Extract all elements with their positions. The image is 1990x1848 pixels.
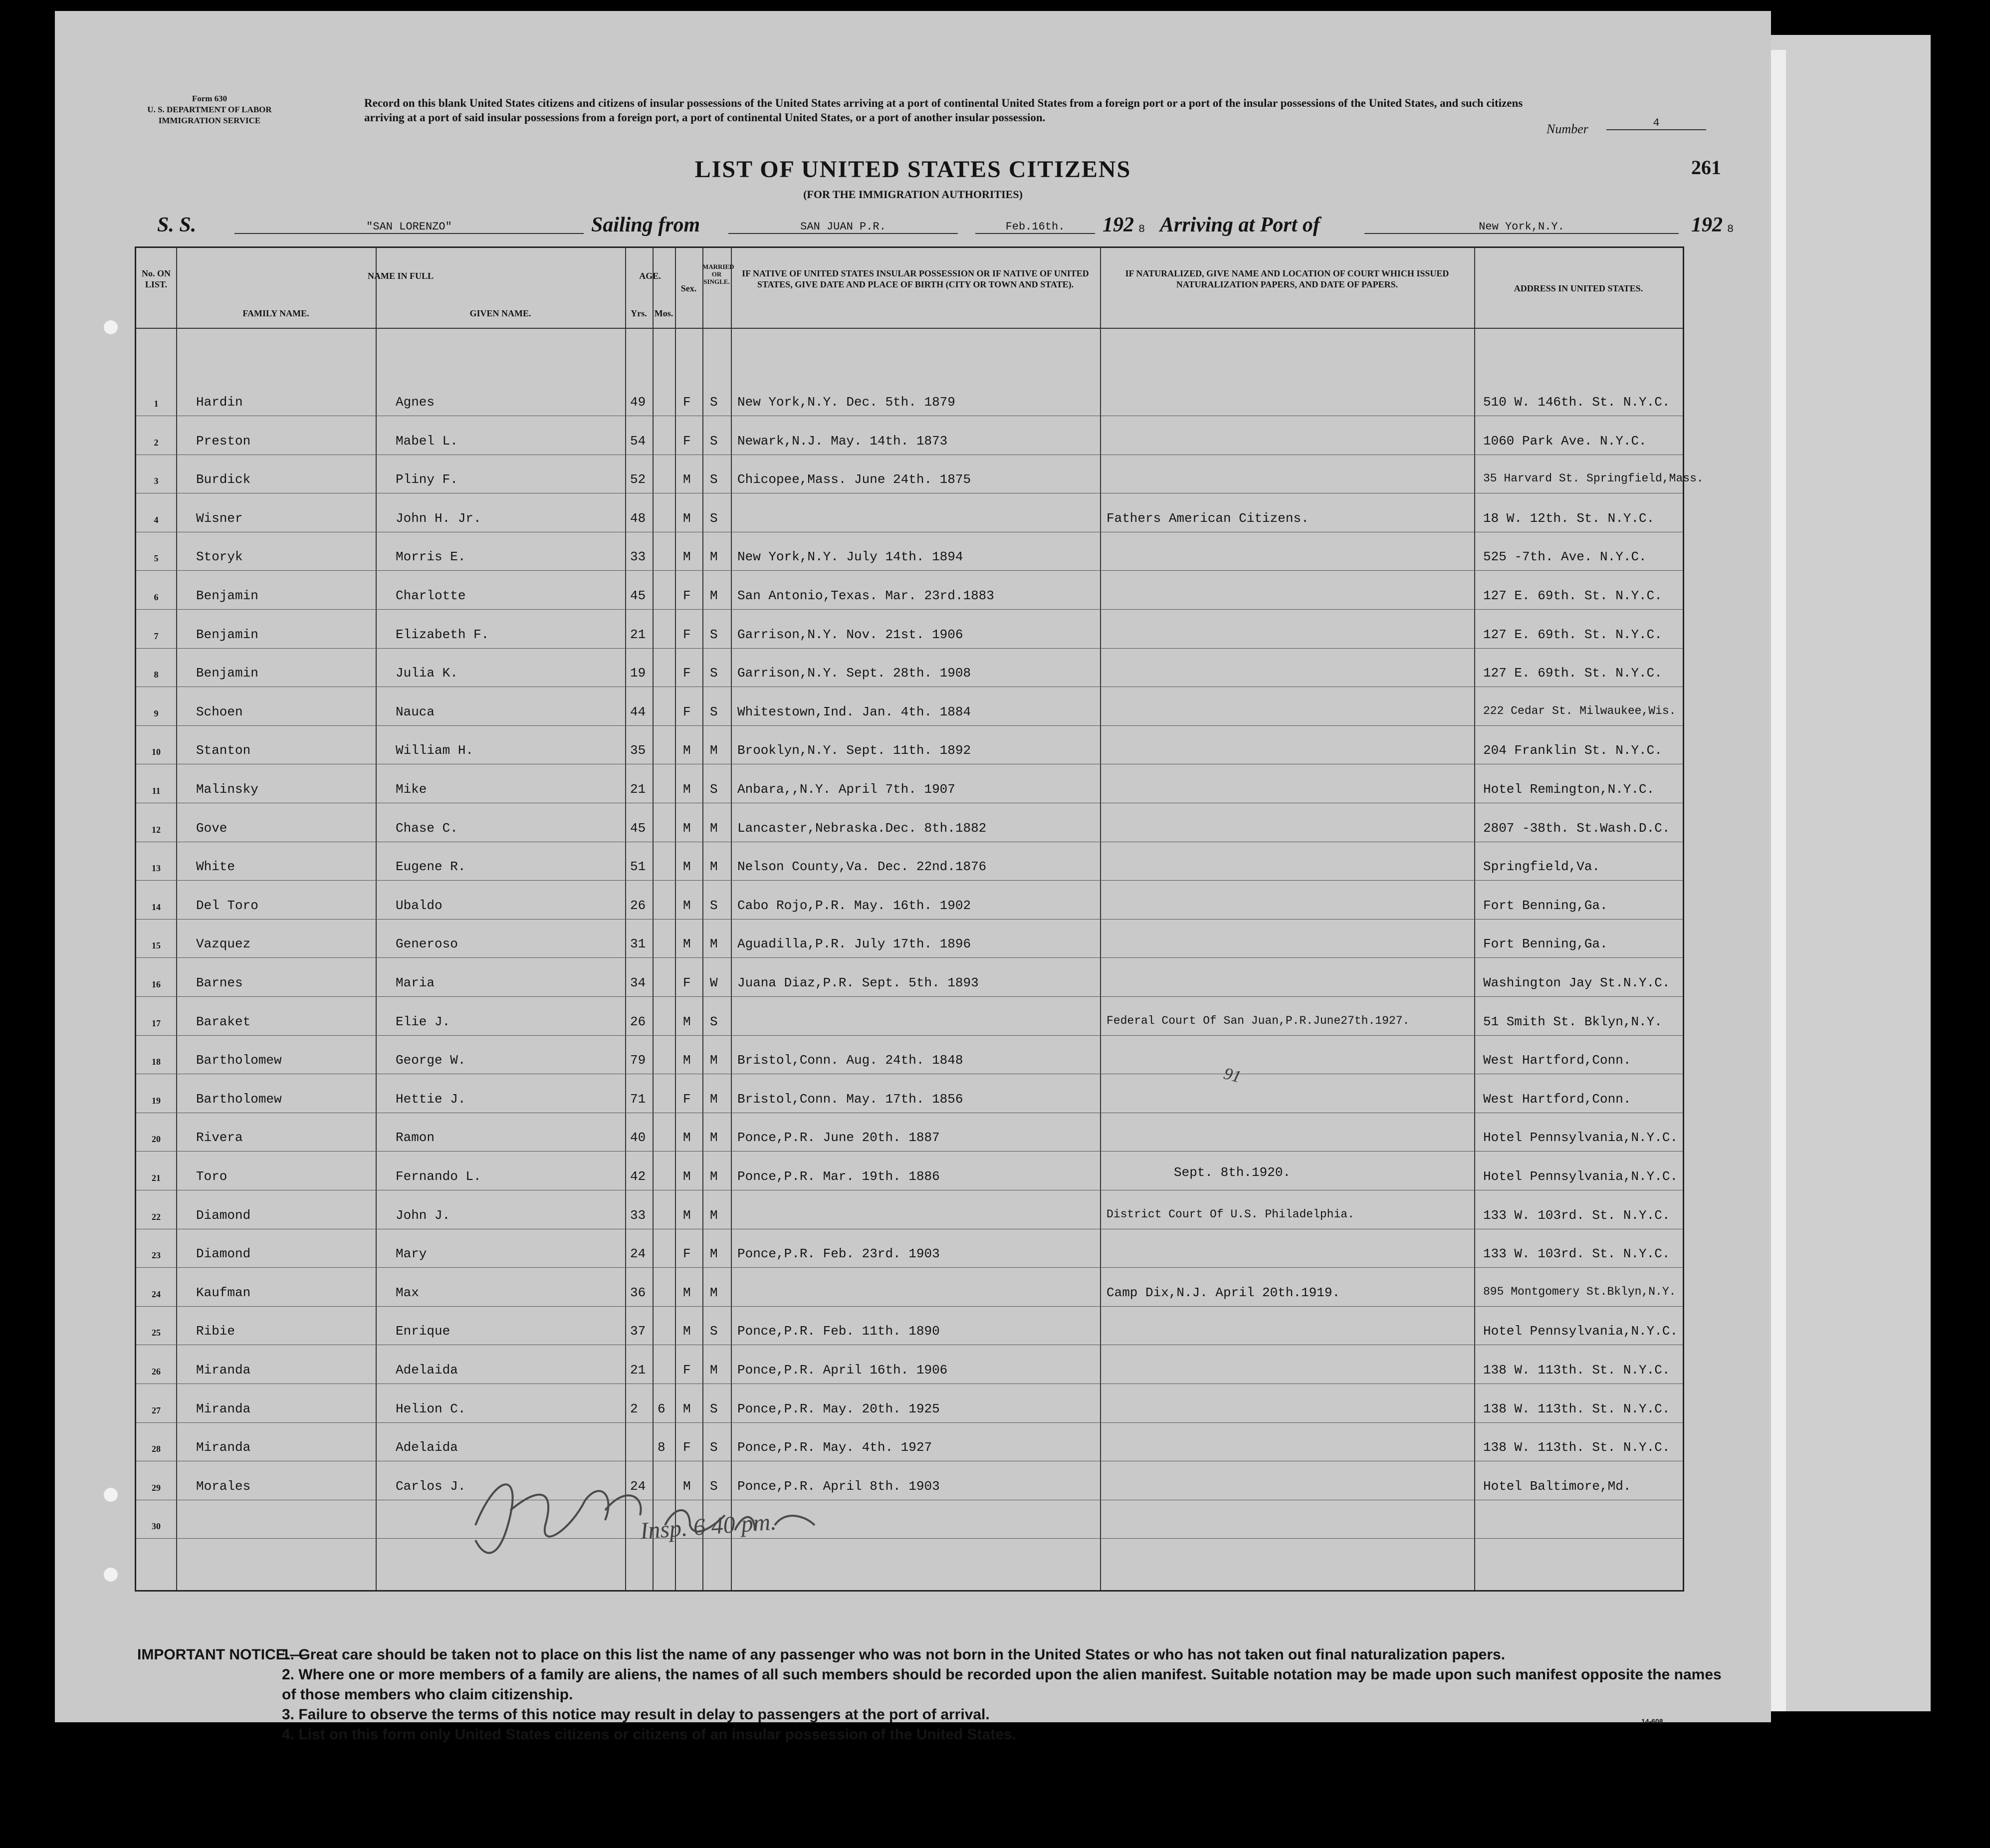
given-name-cell: Mike (396, 782, 427, 797)
row-number: 28 (152, 1444, 161, 1454)
age-months-cell: 8 (658, 1440, 665, 1455)
marital-status-cell: S (710, 1478, 718, 1494)
given-name-cell: Agnes (396, 395, 435, 410)
sex-cell: M (683, 1053, 691, 1068)
given-name-cell: George W. (396, 1053, 466, 1068)
marital-status-cell: M (710, 1130, 718, 1146)
marital-status-cell: S (710, 395, 718, 410)
marital-status-cell: M (710, 1169, 718, 1184)
sex-cell: M (683, 782, 691, 797)
age-months-cell: 6 (658, 1401, 665, 1416)
row-number: 7 (154, 631, 159, 641)
row-number: 21 (152, 1173, 161, 1183)
birth-cell: Cabo Rojo,P.R. May. 16th. 1902 (737, 898, 971, 913)
header-birth: IF NATIVE OF UNITED STATES INSULAR POSSESSION OR IF NATIVE OF UNITED STATES, GIVE DATE AND PLACE OF BIRTH (CITY OR TOWN AND STATE). (742, 268, 1089, 289)
birth-cell: New York,N.Y. July 14th. 1894 (737, 549, 963, 565)
address-cell: 35 Harvard St. Springfield,Mass. (1483, 472, 1704, 485)
family-name-cell: Toro (196, 1169, 227, 1184)
age-years-cell: 79 (630, 1053, 646, 1068)
row-number: 6 (154, 592, 159, 602)
row-number: 23 (152, 1250, 161, 1261)
marital-status-cell: M (710, 588, 718, 603)
address-cell: 895 Montgomery St.Bklyn,N.Y. (1483, 1285, 1676, 1298)
birth-cell: Juana Diaz,P.R. Sept. 5th. 1893 (737, 975, 979, 990)
header-age: AGE. (639, 271, 661, 281)
department: U. S. DEPARTMENT OF LABOR (147, 105, 272, 114)
passenger-table (135, 246, 1704, 1592)
sex-cell: F (683, 1246, 691, 1262)
address-cell: 204 Franklin St. N.Y.C. (1483, 743, 1662, 758)
birth-cell: Bristol,Conn. Aug. 24th. 1848 (737, 1053, 963, 1068)
age-years-cell: 45 (630, 588, 646, 603)
given-name-cell: Julia K. (396, 666, 458, 681)
age-years-cell: 37 (630, 1324, 646, 1339)
family-name-cell: Miranda (196, 1401, 251, 1416)
family-name-cell: Malinsky (196, 782, 258, 797)
naturalization-cell: District Court Of U.S. Philadelphia. (1106, 1207, 1354, 1221)
sex-cell: M (683, 1014, 691, 1029)
sex-cell: F (683, 395, 691, 410)
address-cell: Hotel Pennsylvania,N.Y.C. (1483, 1324, 1678, 1339)
header-family-name: FAMILY NAME. (242, 308, 309, 318)
sex-cell: F (683, 704, 691, 719)
birth-cell: Newark,N.J. May. 14th. 1873 (737, 433, 948, 449)
birth-cell: Ponce,P.R. Feb. 11th. 1890 (737, 1324, 940, 1339)
marital-status-cell: M (710, 1207, 718, 1223)
family-name-cell: White (196, 859, 235, 875)
age-years-cell: 54 (630, 433, 646, 449)
age-years-cell: 26 (630, 898, 646, 913)
address-cell: 127 E. 69th. St. N.Y.C. (1483, 666, 1662, 681)
given-name-cell: Eugene R. (396, 859, 466, 875)
age-years-cell: 35 (630, 743, 646, 758)
family-name-cell: Burdick (196, 472, 251, 487)
family-name-cell: Miranda (196, 1363, 251, 1378)
address-cell: 138 W. 113th. St. N.Y.C. (1483, 1363, 1670, 1378)
address-cell: Fort Benning,Ga. (1483, 936, 1608, 952)
age-years-cell: 36 (630, 1285, 646, 1300)
sail-date: Feb.16th. (975, 221, 1095, 234)
address-cell: Hotel Remington,N.Y.C. (1483, 782, 1655, 797)
sex-cell: F (683, 627, 691, 642)
row-number: 24 (152, 1289, 161, 1299)
given-name-cell: Generoso (396, 936, 458, 952)
page-subtitle: (FOR THE IMMIGRATION AUTHORITIES) (803, 188, 1023, 201)
given-name-cell: Mary (396, 1246, 427, 1262)
family-name-cell: Benjamin (196, 666, 258, 681)
birth-cell: San Antonio,Texas. Mar. 23rd.1883 (737, 588, 994, 603)
given-name-cell: Nauca (396, 704, 435, 719)
address-cell: Washington Jay St.N.Y.C. (1483, 975, 1670, 990)
birth-cell: Aguadilla,P.R. July 17th. 1896 (737, 936, 971, 952)
address-cell: 222 Cedar St. Milwaukee,Wis. (1483, 704, 1676, 717)
given-name-cell: Chase C. (396, 820, 458, 836)
address-cell: West Hartford,Conn. (1483, 1091, 1631, 1107)
address-cell: 1060 Park Ave. N.Y.C. (1483, 433, 1647, 449)
address-cell: 525 -7th. Ave. N.Y.C. (1483, 549, 1647, 565)
marital-status-cell: M (710, 1246, 718, 1262)
sex-cell: M (683, 510, 691, 526)
row-number: 13 (152, 863, 161, 874)
age-years-cell: 52 (630, 472, 646, 487)
sex-cell: F (683, 666, 691, 681)
row-number: 22 (152, 1211, 161, 1222)
marital-status-cell: M (710, 936, 718, 952)
row-number: 27 (152, 1405, 161, 1415)
row-rule (136, 725, 1683, 726)
marital-status-cell: M (710, 820, 718, 836)
age-years-cell: 71 (630, 1091, 646, 1107)
page-number: 261 (1691, 156, 1721, 179)
sex-cell: M (683, 1130, 691, 1146)
sex-cell: M (683, 1207, 691, 1223)
row-number: 30 (152, 1521, 161, 1532)
address-cell: West Hartford,Conn. (1483, 1053, 1631, 1068)
sex-cell: F (683, 1091, 691, 1107)
marital-status-cell: M (710, 1363, 718, 1378)
row-number: 16 (152, 979, 161, 989)
address-cell: Hotel Baltimore,Md. (1483, 1478, 1631, 1494)
row-number: 8 (154, 670, 159, 680)
family-name-cell: Wisner (196, 510, 243, 526)
family-name-cell: Diamond (196, 1207, 251, 1223)
address-cell: 138 W. 113th. St. N.Y.C. (1483, 1401, 1670, 1416)
family-name-cell: Barnes (196, 975, 243, 990)
address-cell: Hotel Pennsylvania,N.Y.C. (1483, 1169, 1678, 1184)
sex-cell: M (683, 549, 691, 565)
birth-cell: Ponce,P.R. Feb. 23rd. 1903 (737, 1246, 940, 1262)
ss-label: S. S. (157, 214, 197, 236)
row-number: 25 (152, 1328, 161, 1338)
birth-cell: Chicopee,Mass. June 24th. 1875 (737, 472, 971, 487)
marital-status-cell: S (710, 510, 718, 526)
row-number: 1 (154, 399, 159, 409)
given-name-cell: John H. Jr. (396, 510, 481, 526)
given-name-cell: Adelaida (396, 1363, 458, 1378)
given-name-cell: John J. (396, 1207, 450, 1223)
age-years-cell: 49 (630, 395, 646, 410)
given-name-cell: Ramon (396, 1130, 435, 1146)
age-years-cell: 44 (630, 704, 646, 719)
family-name-cell: Stanton (196, 743, 251, 758)
header-name-in-full: NAME IN FULL (367, 271, 434, 281)
to-port: New York,N.Y. (1364, 221, 1679, 234)
birth-cell: Ponce,P.R. May. 4th. 1927 (737, 1440, 932, 1455)
birth-cell: Nelson County,Va. Dec. 22nd.1876 (737, 859, 987, 875)
marital-status-cell: S (710, 1401, 718, 1416)
family-name-cell: Miranda (196, 1440, 251, 1455)
marital-status-cell: S (710, 1014, 718, 1029)
row-rule (136, 1422, 1683, 1423)
birth-cell: Lancaster,Nebraska.Dec. 8th.1882 (737, 820, 987, 836)
sex-cell: F (683, 1440, 691, 1455)
family-name-cell: Storyk (196, 549, 243, 565)
row-rule (136, 957, 1683, 958)
page-title: LIST OF UNITED STATES CITIZENS (694, 156, 1131, 183)
marital-status-cell: M (710, 1091, 718, 1107)
given-name-cell: Adelaida (396, 1440, 458, 1455)
given-name-cell: Morris E. (396, 549, 466, 565)
punch-hole (104, 1488, 118, 1502)
row-number: 15 (152, 940, 161, 951)
birth-cell: Ponce,P.R. April 16th. 1906 (737, 1363, 948, 1378)
address-cell: 127 E. 69th. St. N.Y.C. (1483, 627, 1662, 642)
family-name-cell: Ribie (196, 1324, 235, 1339)
row-rule (136, 1538, 1683, 1539)
sex-cell: M (683, 898, 691, 913)
row-rule (136, 648, 1683, 649)
given-name-cell: Elie J. (396, 1014, 450, 1029)
row-rule (136, 1306, 1683, 1307)
form-number: Form 630 (192, 94, 227, 103)
marital-status-cell: W (710, 975, 718, 990)
sex-cell: F (683, 433, 691, 449)
sail-year-digit: 8 (1138, 223, 1145, 235)
header-given-name: GIVEN NAME. (469, 308, 531, 318)
row-number: 2 (154, 437, 159, 448)
inspector-note: Insp. 6 40 pm. (639, 1508, 777, 1545)
marital-status-cell: S (710, 1324, 718, 1339)
birth-cell: Garrison,N.Y. Nov. 21st. 1906 (737, 627, 963, 642)
given-name-cell: Maria (396, 975, 435, 990)
from-port: SAN JUAN P.R. (728, 221, 958, 234)
row-number: 10 (152, 747, 161, 757)
margin-mark: 91 (1221, 1064, 1243, 1087)
family-name-cell: Gove (196, 820, 227, 836)
age-years-cell: 19 (630, 666, 646, 681)
family-name-cell: Vazquez (196, 936, 251, 952)
naturalization-cell: Federal Court Of San Juan,P.R.June27th.1927. (1106, 1014, 1410, 1027)
sex-cell: M (683, 1324, 691, 1339)
family-name-cell: Baraket (196, 1014, 251, 1029)
marital-status-cell: S (710, 627, 718, 642)
marital-status-cell: S (710, 472, 718, 487)
age-years-cell: 26 (630, 1014, 646, 1029)
record-instructions: Record on this blank United States citizens and citizens of insular possessions of the United States arriving at a port of continental United States from a foreign port or a port of the insular possessions of the United States, and such citizens arriving at a port of said insular possessions from a foreign port, a port of continental United States, or a port of another insular possession. (364, 97, 1523, 124)
sail-year-prefix: 192 (1103, 214, 1134, 236)
given-name-cell: Helion C. (396, 1401, 466, 1416)
number-label: Number (1547, 122, 1588, 136)
notice-item: 3. Failure to observe the terms of this notice may result in delay to passengers at the port of arrival. (282, 1706, 990, 1723)
punch-hole (104, 1568, 118, 1582)
sailing-label: Sailing from (591, 214, 700, 236)
sex-cell: M (683, 1169, 691, 1184)
row-rule (136, 609, 1683, 610)
marital-status-cell: M (710, 743, 718, 758)
age-years-cell: 34 (630, 975, 646, 990)
age-years-cell: 2 (630, 1401, 638, 1416)
birth-cell: New York,N.Y. Dec. 5th. 1879 (737, 395, 955, 410)
family-name-cell: Bartholomew (196, 1091, 282, 1107)
row-number: 19 (152, 1095, 161, 1106)
age-years-cell: 24 (630, 1478, 646, 1494)
header-naturalized: IF NATURALIZED, GIVE NAME AND LOCATION OF COURT WHICH ISSUED NATURALIZATION PAPERS, AND DATE OF PAPERS. (1125, 268, 1449, 289)
number-value: 4 (1606, 117, 1706, 130)
marital-status-cell: S (710, 666, 718, 681)
naturalization-cell: Fathers American Citizens. (1106, 510, 1309, 526)
address-cell: Springfield,Va. (1483, 859, 1600, 875)
naturalization-cell: Camp Dix,N.J. April 20th.1919. (1106, 1285, 1340, 1300)
row-rule (136, 880, 1683, 881)
family-name-cell: Bartholomew (196, 1053, 282, 1068)
birth-cell: Brooklyn,N.Y. Sept. 11th. 1892 (737, 743, 971, 758)
given-name-cell: Enrique (396, 1324, 450, 1339)
header-address: ADDRESS IN UNITED STATES. (1514, 283, 1643, 293)
age-years-cell: 21 (630, 782, 646, 797)
header-mos: Mos. (654, 308, 673, 318)
row-rule (136, 919, 1683, 920)
marital-status-cell: S (710, 433, 718, 449)
family-name-cell: Hardin (196, 395, 243, 410)
given-name-cell: Carlos J. (396, 1478, 466, 1494)
address-cell: 133 W. 103rd. St. N.Y.C. (1483, 1207, 1670, 1223)
age-years-cell: 21 (630, 627, 646, 642)
birth-cell: Whitestown,Ind. Jan. 4th. 1884 (737, 704, 971, 719)
address-cell: 133 W. 103rd. St. N.Y.C. (1483, 1246, 1670, 1262)
age-years-cell: 33 (630, 549, 646, 565)
age-years-cell: 48 (630, 510, 646, 526)
family-name-cell: Rivera (196, 1130, 243, 1146)
sex-cell: F (683, 1363, 691, 1378)
sex-cell: M (683, 472, 691, 487)
sex-cell: M (683, 743, 691, 758)
birth-cell: Ponce,P.R. June 20th. 1887 (737, 1130, 940, 1146)
sex-cell: M (683, 1285, 691, 1300)
marital-status-cell: S (710, 1440, 718, 1455)
header-yrs: Yrs. (631, 308, 647, 318)
arriving-label: Arriving at Port of (1160, 214, 1320, 236)
age-years-cell: 40 (630, 1130, 646, 1146)
row-number: 12 (152, 824, 161, 835)
row-number: 4 (154, 514, 159, 525)
header-sex: Sex. (680, 283, 697, 293)
marital-status-cell: M (710, 549, 718, 565)
row-number: 5 (154, 553, 159, 564)
age-years-cell: 31 (630, 936, 646, 952)
family-name-cell: Del Toro (196, 898, 258, 913)
notice-item: 4. List on this form only United States citizens or citizens of an insular possession of the United States. (282, 1726, 1016, 1743)
arrive-year-prefix: 192 (1691, 214, 1723, 236)
marital-status-cell: S (710, 704, 718, 719)
notice-item: 1. Great care should be taken not to place on this list the name of any passenger who was not born in the United States or who has not taken out final naturalization papers. (282, 1646, 1506, 1663)
sex-cell: M (683, 936, 691, 952)
notice-item: 2. Where one or more members of a family are aliens, the names of all such members should be recorded upon the alien manifest. Suitable notation may be made upon such manifest opposite the names of those members who claim citizenship. (282, 1666, 1722, 1703)
family-name-cell: Benjamin (196, 627, 258, 642)
marital-status-cell: M (710, 1053, 718, 1068)
row-rule (136, 1151, 1683, 1152)
family-name-cell: Schoen (196, 704, 243, 719)
age-years-cell: 33 (630, 1207, 646, 1223)
family-name-cell: Preston (196, 433, 251, 449)
sex-cell: F (683, 588, 691, 603)
age-years-cell: 42 (630, 1169, 646, 1184)
age-years-cell: 21 (630, 1363, 646, 1378)
ship-name: "SAN LORENZO" (234, 221, 584, 234)
given-name-cell: Ubaldo (396, 898, 442, 913)
address-cell: 138 W. 113th. St. N.Y.C. (1483, 1440, 1670, 1455)
birth-cell: Ponce,P.R. May. 20th. 1925 (737, 1401, 940, 1416)
row-number: 14 (152, 902, 161, 912)
address-cell: 510 W. 146th. St. N.Y.C. (1483, 395, 1670, 410)
row-number: 18 (152, 1057, 161, 1067)
notice-items (282, 1645, 1729, 1745)
punch-hole (104, 320, 118, 334)
address-cell: Hotel Pennsylvania,N.Y.C. (1483, 1130, 1678, 1146)
given-name-cell: Mabel L. (396, 433, 458, 449)
notice-label: IMPORTANT NOTICE.— (137, 1646, 305, 1663)
given-name-cell: Max (396, 1285, 419, 1300)
row-number: 26 (152, 1367, 161, 1377)
service: IMMIGRATION SERVICE (158, 116, 261, 125)
form-code: 14-608 (1641, 1717, 1663, 1725)
form-identifier (105, 93, 314, 126)
family-name-cell: Benjamin (196, 588, 258, 603)
naturalization-date-annotation: Sept. 8th.1920. (1174, 1165, 1291, 1180)
given-name-cell: Elizabeth F. (396, 627, 489, 642)
sex-cell: M (683, 859, 691, 875)
address-cell: 127 E. 69th. St. N.Y.C. (1483, 588, 1662, 603)
row-number: 20 (152, 1134, 161, 1145)
inspector-signature (455, 1455, 835, 1565)
address-cell: 2807 -38th. St.Wash.D.C. (1483, 820, 1670, 836)
given-name-cell: William H. (396, 743, 474, 758)
row-rule (136, 570, 1683, 571)
row-rule (136, 1035, 1683, 1036)
birth-cell: Bristol,Conn. May. 17th. 1856 (737, 1091, 963, 1107)
family-name-cell: Diamond (196, 1246, 251, 1262)
header-no-on-list: No. ON LIST. (142, 268, 171, 289)
given-name-cell: Charlotte (396, 588, 466, 603)
birth-cell: Anbara,,N.Y. April 7th. 1907 (737, 782, 955, 797)
row-number: 3 (154, 476, 159, 486)
row-rule (136, 1267, 1683, 1268)
birth-cell: Garrison,N.Y. Sept. 28th. 1908 (737, 666, 971, 681)
row-number: 9 (154, 708, 159, 718)
address-cell: Fort Benning,Ga. (1483, 898, 1608, 913)
given-name-cell: Pliny F. (396, 472, 458, 487)
address-cell: 51 Smith St. Bklyn,N.Y. (1483, 1014, 1662, 1029)
birth-cell: Ponce,P.R. Mar. 19th. 1886 (737, 1169, 940, 1184)
row-number: 11 (152, 786, 161, 796)
age-years-cell: 51 (630, 859, 646, 875)
age-years-cell: 24 (630, 1246, 646, 1262)
age-years-cell: 45 (630, 820, 646, 836)
row-rule (136, 996, 1683, 997)
family-name-cell: Kaufman (196, 1285, 251, 1300)
family-name-cell: Morales (196, 1478, 251, 1494)
given-name-cell: Fernando L. (396, 1169, 481, 1184)
marital-status-cell: M (710, 1285, 718, 1300)
arrive-year-digit: 8 (1727, 223, 1734, 235)
row-number: 29 (152, 1482, 161, 1493)
marital-status-cell: S (710, 782, 718, 797)
birth-cell: Ponce,P.R. April 8th. 1903 (737, 1478, 940, 1494)
sex-cell: M (683, 820, 691, 836)
marital-status-cell: M (710, 859, 718, 875)
sex-cell: M (683, 1401, 691, 1416)
manifest-page (55, 11, 1771, 1743)
sex-cell: F (683, 975, 691, 990)
row-number: 17 (152, 1018, 161, 1028)
address-cell: 18 W. 12th. St. N.Y.C. (1483, 510, 1655, 526)
header-married-single: MARRIED OR SINGLE. (702, 263, 734, 285)
sex-cell: M (683, 1478, 691, 1494)
given-name-cell: Hettie J. (396, 1091, 466, 1107)
marital-status-cell: S (710, 898, 718, 913)
